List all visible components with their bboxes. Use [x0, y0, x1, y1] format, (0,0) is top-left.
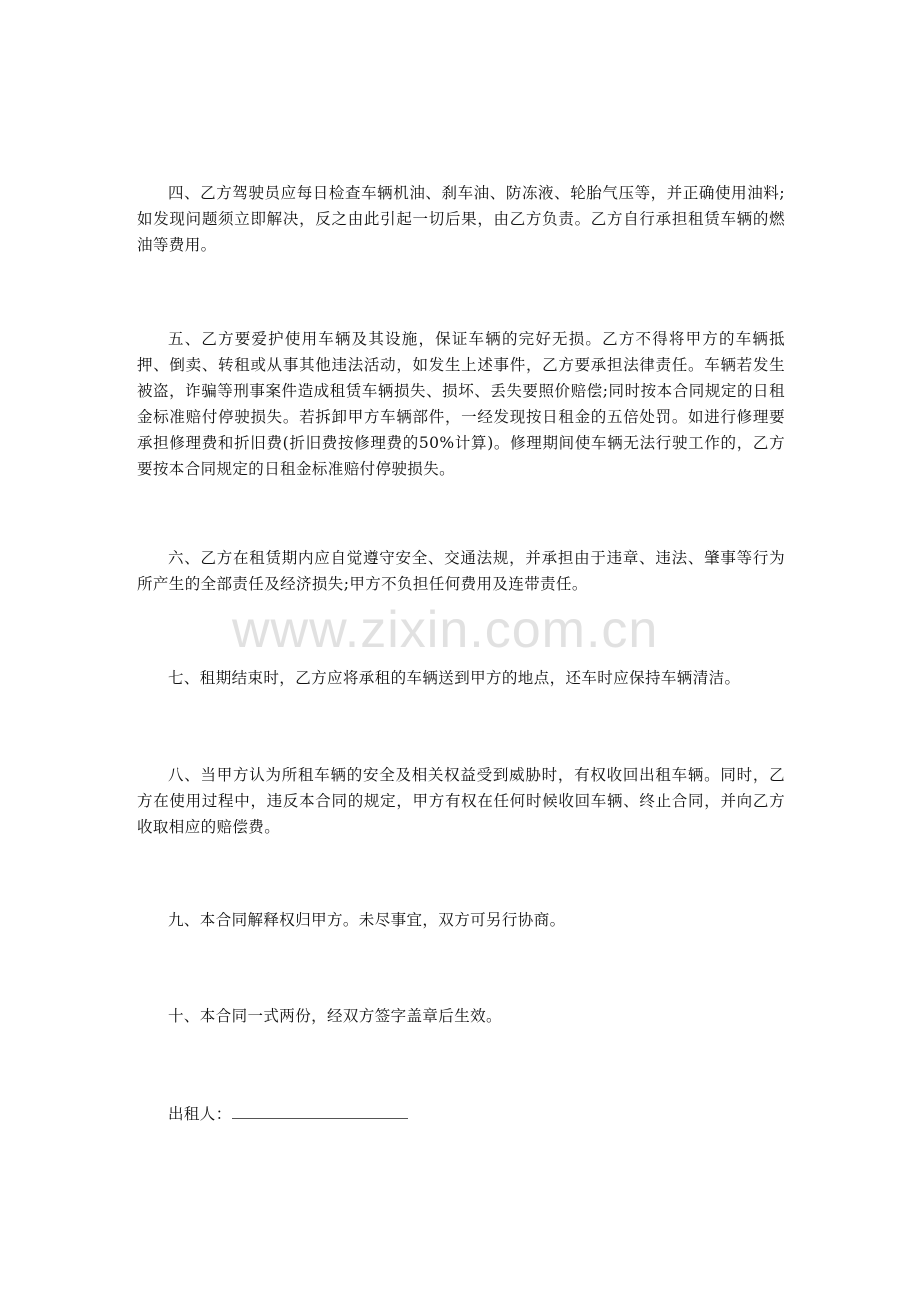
lessor-signature-label: 出租人：: [168, 1105, 232, 1123]
clause-4: 四、乙方驾驶员应每日检查车辆机油、刹车油、防冻液、轮胎气压等，并正确使用油料;如发现问题须立即解决，反之由此引起一切后果，由乙方负责。乙方自行承担租赁车辆的燃油等费用。: [137, 184, 785, 254]
watermark: www.zixin.com.cn: [232, 601, 659, 659]
clause-5: 五、乙方要爱护使用车辆及其设施，保证车辆的完好无损。乙方不得将甲方的车辆抵押、倒卖、转租或从事其他违法活动，如发生上述事件，乙方要承担法律责任。车辆若发生被盗，诈骗等刑事案件造成租赁车辆损失、损坏、丢失要照价赔偿;同时按本合同规定的日租金标准赔付停驶损失。若拆卸甲方车辆部件，一经发现按日租金的五倍处罚。如进行修理要承担修理费和折旧费(折旧费按修理费的50%计算)。修理期间使车辆无法行驶工作的，乙方要按本合同规定的日租金标准赔付停驶损失。: [137, 330, 785, 478]
clause-8: 八、当甲方认为所租车辆的安全及相关权益受到威胁时，有权收回出租车辆。同时，乙方在使用过程中，违反本合同的规定，甲方有权在任何时候收回车辆、终止合同，并向乙方收取相应的赔偿费。: [137, 766, 785, 836]
clause-9: 九、本合同解释权归甲方。未尽事宜，双方可另行协商。: [168, 911, 566, 929]
lessor-signature-line: [232, 1100, 408, 1119]
clause-10: 十、本合同一式两份，经双方签字盖章后生效。: [168, 1007, 502, 1025]
clause-7: 七、租期结束时，乙方应将承租的车辆送到甲方的地点，还车时应保持车辆清洁。: [168, 669, 741, 687]
lessor-signature: [137, 1100, 785, 1127]
clause-6: 六、乙方在租赁期内应自觉遵守安全、交通法规，并承担由于违章、违法、肇事等行为所产生的全部责任及经济损失;甲方不负担任何费用及连带责任。: [137, 549, 785, 593]
